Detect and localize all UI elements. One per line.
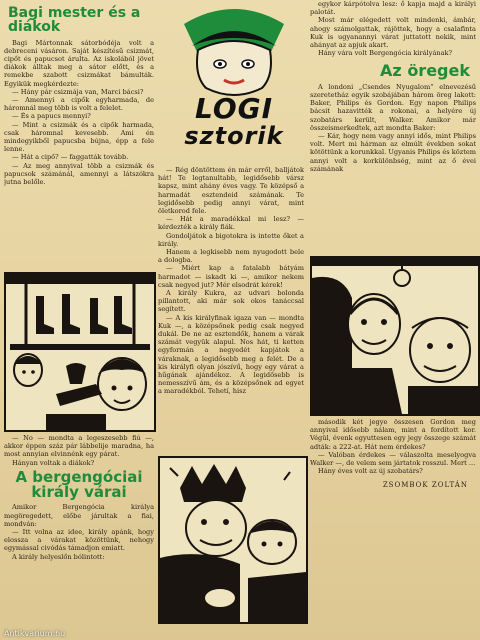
paragraph: A király Kukra, az udvari bolonda pillantott, aki már sok okos tanáccsal segített. [158, 289, 304, 314]
paragraph: Hanem a legkisebb nem nyugodott bele a dologba. [158, 248, 304, 265]
story-title-bagi: Bagi mester és a diákok [8, 5, 141, 36]
paragraph: egykor kárpótolva lesz: ő kapja majd a királyi palotát. [310, 0, 476, 17]
paragraph: Amikor Bergengócia királya megöregedett, előbe járultak a fiai, mondván: [4, 503, 154, 528]
story-text-bagi [4, 39, 154, 187]
left-lower-text [4, 434, 154, 561]
story-text-bergengocia [158, 166, 304, 396]
logo-line-sztorik: sztorik [184, 122, 284, 150]
right-top-text [310, 0, 476, 57]
king-illustration [158, 456, 308, 624]
paragraph: Bagi Mártonnak sátorbódéja volt a debreceni vásáron. Saját készítésű csizmát, cipőt és papucsot árulta. Az iskolából jövet diákok álltak meg a sátor előtt, és a remekbe szabott csizmákat bámulták. Egyikük megkérdezte: [4, 38, 154, 88]
logi-sztorik-logo [164, 6, 304, 156]
author-signature: ZSOMBOK ZOLTÁN [382, 481, 468, 490]
paragraph: — Hány pár csizmája van, Marci bácsi? [12, 87, 144, 96]
paragraph: A londoni „Csendes Nyugalom” elnevezésű szeretetház egyik szobájában három öreg lakott: Baker, Philips és Gordon. Egy napon Philips bácsit hazavitték a rokonai, a helyére új szobatárs került, Walker. Amikor már összeismerkedtek, azt mondta Baker: [310, 82, 476, 132]
paragraph: — Hát a cipő? — faggatták tovább. [12, 153, 129, 162]
paragraph: A király helyeslőn bólintott: [12, 552, 105, 561]
story-title-bergengocia: A bergengóciai király várai [15, 467, 143, 502]
paragraph: — Hát a maradékkal mi lesz? — kérdezték a király fiák. [158, 215, 304, 232]
paragraph: — És a papucs mennyi? [12, 112, 91, 121]
paragraph: — Valóban érdekes — válaszolta meselyogva Walker —, de velem sem jártatok rosszul. Mert ... [310, 450, 476, 468]
paragraph: — Kár, hogy nem vagy annyi idős, mint Philips volt. Mert mi hárman az elmúlt években sokat kötöttünk a korunkkal. Ugyanis Philips és köztem annyi volt a korkülönbség, mint az ő évei számának [310, 131, 476, 173]
paragraph: — Rég döntöttem én már erről, balljátok hát! Te legtanultabb, legidősebb vársz kapsz, mint ahány éves vagy. Te középső a harmadát esztendeid számának. Te legidősebb pedig annyi várat, mint öletkorod fele. [158, 166, 304, 216]
paragraph: — Mint a csizmák és a cipők harmada, csak háromnal kevesebb. Ami én mindegyikből papucsba bújna, épp a fele lenne. [4, 120, 154, 154]
paragraph: — Miért kap a fatalabb bátyám harmadot — iskadt ki —, amikor nekem csak negyed jut? Mér elsodrát kérek! [158, 264, 304, 289]
paragraph: — A kis királyfinak igaza van — mondta Kuk —, a középsőnek pedig csak negyed dukál. De ne az esztendők, hanem a várak számát vegyük alapul. Nos hát, ti ketten egyformán a negyedét kapjátok a váraknak, a legidősebb meg a felét. De a kis királyfi olyan jószívű, hogy egy várat a hűgának ajándékoz. A legidősebb is nemesszívű ám, és a középsőnek ad egyet a maradékból. Tehetí, hisz [158, 313, 304, 396]
paragraph: — Itt volna az idee, király apánk, hogy elossza a várakat közöttünk, nehogy egymással civódás támadjon emiatt. [4, 528, 154, 553]
paragraph: Hány vára volt Bergengócia királyának? [318, 49, 453, 58]
paragraph: — Amennyi a cipők egyharmada, de háromnál meg több is volt a felelet. [4, 95, 154, 113]
paragraph: Hány éves volt az új szobatárs? [318, 467, 423, 476]
paragraph: — Az meg annyival több a csizmák és papucsok számánál, amennyi a látszókra jutna belőle. [4, 161, 154, 186]
story-text-oregek [310, 83, 476, 173]
right-lower-text [310, 418, 476, 489]
paragraph: Gondoljátok a bigotokra is intette őket a király. [158, 231, 304, 248]
paragraph: Most már elégedett volt mindenki, ámbár, ahogy számolgattak, rájöttek, hogy a csalafinta Kuk is ugyanannyi várat juttatott nekik, mint ahányat az apjuk akart. [310, 16, 476, 50]
logo-line-logi: LOGI [194, 92, 274, 125]
paragraph: — No — mondta a legeszesebb fiú —, akkor éppen száz pár lábbelije maradna, ha most annyian elvinnénk egy párat. [4, 434, 154, 459]
old-men-illustration [310, 256, 480, 416]
boots-shop-illustration [4, 272, 156, 432]
watermark: Antikvarium.hu [4, 629, 66, 638]
story-title-oregek: Az öregek [380, 61, 470, 81]
paragraph: második két jegye összesen Gordon meg annyival idősebb nálam, mint a fordított kor. Végül, évenk egyuttesen egy jegy összege számát adták: a 222-at. Hát nem érdekes? [310, 418, 476, 451]
paragraph: Hányan voltak a diákok? [12, 458, 95, 467]
